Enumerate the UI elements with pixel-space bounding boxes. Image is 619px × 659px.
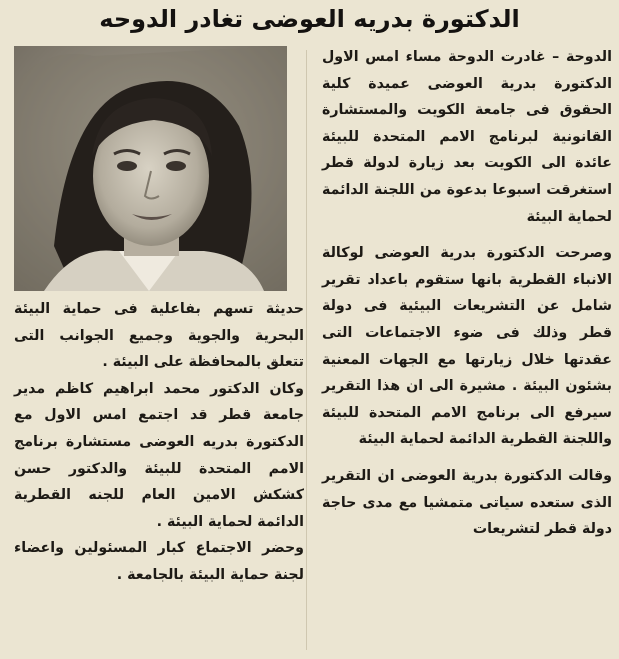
article-paragraph: وكان الدكتور محمد ابراهيم كاظم مدير جامعة قطر قد اجتمع امس الاول مع الدكتورة بدريه العوضى مستشارة برنامج الامم المتحدة للبيئة والدكتور حسن كشكش الامين العام للجنه القطرية الدائمة لحماية البيئة . xyxy=(14,380,304,530)
portrait-image xyxy=(14,46,287,291)
article-body-right-column xyxy=(322,44,612,543)
article-paragraph: الدوحة – غادرت الدوحة مساء امس الاول الدكتورة بدرية العوضى عميدة كلية الحقوق فى جامعة الكويت والمستشارة القانونية لبرنامج الامم المتحدة للبيئة عائدة الى الكويت بعد زيارة لدولة قطر استغرقت اسبوعا بدعوة من اللجنة الدائمة لحماية البيئة xyxy=(322,49,612,225)
article-paragraph: وقالت الدكتورة بدرية العوضى ان التقرير الذى ستعده سياتى متمشيا مع مدى حاجة دولة قطر لتشريعات xyxy=(322,467,612,538)
portrait-photo xyxy=(14,46,287,291)
column-divider xyxy=(306,50,307,650)
headline: الدكتورة بدريه العوضى تغادر الدوحه xyxy=(99,5,520,33)
article-body-left-column xyxy=(14,296,304,589)
article-paragraph: حديثة تسهم بفاعلية فى حماية البيئة البحرية والجوية وجميع الجوانب التى تتعلق بالمحافظة على البيئة . xyxy=(14,301,304,371)
article-paragraph: وصرحت الدكتورة بدرية العوضى لوكالة الانباء القطرية بانها ستقوم باعداد تقرير شامل عن التشريعات البيئية فى دولة قطر وذلك فى ضوء الاجتماعات التى عقدتها خلال زيارتها مع الجهات المعنية بشئون البيئة . مشيرة الى ان هذا التقرير سيرفع الى برنامج الامم المتحدة للبيئة واللجنة القطرية الدائمة لحماية البيئة xyxy=(322,245,612,448)
article-paragraph: وحضر الاجتماع كبار المسئولين واعضاء لجنة حماية البيئة بالجامعة . xyxy=(14,540,304,583)
